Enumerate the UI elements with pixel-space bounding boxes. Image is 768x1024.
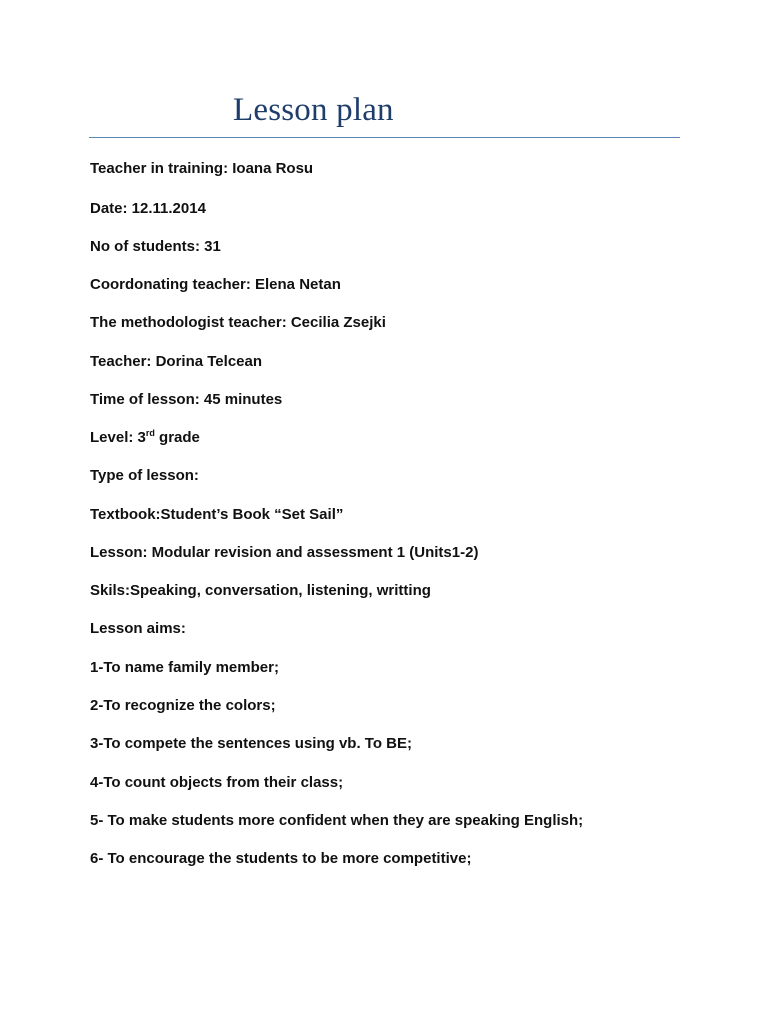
aim-item-6: 6- To encourage the students to be more competitive; bbox=[90, 850, 472, 867]
aim-item-2: 2-To recognize the colors; bbox=[90, 697, 276, 714]
skills-line: Skils:Speaking, conversation, listening, writting bbox=[90, 582, 431, 599]
aim-item-1: 1-To name family member; bbox=[90, 659, 279, 676]
aim-item-4: 4-To count objects from their class; bbox=[90, 774, 344, 791]
date-line: Date: 12.11.2014 bbox=[90, 200, 206, 217]
students-count-line: No of students: 31 bbox=[90, 238, 221, 255]
time-of-lesson-line: Time of lesson: 45 minutes bbox=[90, 391, 283, 408]
methodologist-teacher-line: The methodologist teacher: Cecilia Zsejki bbox=[90, 314, 386, 331]
page-title: Lesson plan bbox=[233, 92, 394, 128]
level-prefix: Level: 3 bbox=[90, 429, 146, 446]
lesson-line: Lesson: Modular revision and assessment 1 (Units1-2) bbox=[90, 544, 479, 561]
level-line bbox=[90, 429, 200, 447]
textbook-line: Textbook:Student’s Book “Set Sail” bbox=[90, 506, 344, 523]
teacher-line: Teacher: Dorina Telcean bbox=[90, 353, 263, 370]
level-superscript: rd bbox=[145, 428, 155, 438]
coordinating-teacher-line: Coordonating teacher: Elena Netan bbox=[90, 276, 341, 293]
type-of-lesson-line: Type of lesson: bbox=[90, 467, 199, 484]
title-underline bbox=[89, 137, 680, 138]
level-suffix: grade bbox=[154, 429, 200, 446]
teacher-in-training-line: Teacher in training: Ioana Rosu bbox=[90, 160, 314, 177]
aim-item-5: 5- To make students more confident when they are speaking English; bbox=[90, 812, 584, 829]
lesson-aims-heading: Lesson aims: bbox=[90, 620, 186, 637]
aim-item-3: 3-To compete the sentences using vb. To BE; bbox=[90, 735, 412, 752]
